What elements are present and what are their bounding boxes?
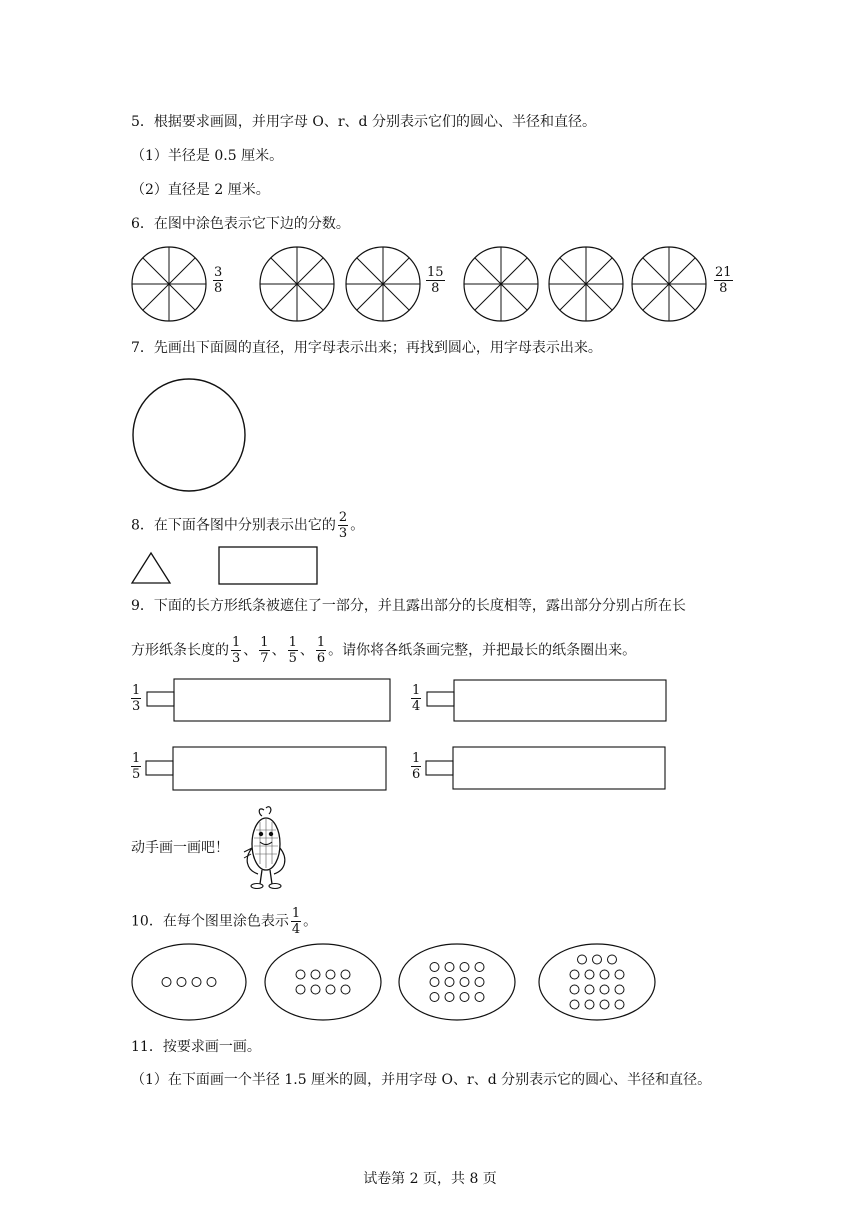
q6-fraction-2: $\frac{15}{8}$ <box>427 265 444 296</box>
q8-shapes <box>128 545 328 595</box>
q7-stem: 7．先画出下面圆的直径，用字母表示出来；再找到圆心，用字母表示出来。 <box>131 340 602 356</box>
eighths-circle-3 <box>346 247 420 321</box>
q5-part2: （2）直径是 2 厘米。 <box>131 182 270 198</box>
eighths-circle-4 <box>464 247 538 321</box>
q5-stem: 5．根据要求画圆，并用字母 O、r、d 分别表示它们的圆心、半径和直径。 <box>131 114 596 130</box>
eighths-circle-1 <box>132 247 206 321</box>
strip-1-5 <box>146 747 386 790</box>
q9-line2: 方形纸条长度的 $\frac{1}{3}$ 、 $\frac{1}{7}$ 、 $\frac{1}{5}$ 、 $\frac{1}{6}$ 。请你将各纸条画完整，并把最长的纸条圈出来。 <box>131 635 637 666</box>
q10-stem: 10．在每个图里涂色表示 $\frac{1}{4}$ 。 <box>131 906 318 937</box>
q9-hint: 动手画一画吧！ <box>131 840 229 856</box>
page-footer: 试卷第 2 页，共 8 页 <box>363 1171 497 1187</box>
q6-fraction-1: $\frac{3}{8}$ <box>214 265 223 296</box>
q8-triangle <box>132 553 170 583</box>
strip-1-4 <box>427 680 666 721</box>
eighths-circle-5 <box>549 247 623 321</box>
q6-stem: 6．在图中涂色表示它下边的分数。 <box>131 216 350 232</box>
strip-label-4: $\frac{1}{6}$ <box>412 751 421 782</box>
strip-label-2: $\frac{1}{4}$ <box>412 683 421 714</box>
q11-part1: （1）在下面画一个半径 1.5 厘米的圆，并用字母 O、r、d 分别表示它的圆心、半径和直径。 <box>131 1072 712 1088</box>
strip-label-1: $\frac{1}{3}$ <box>132 683 141 714</box>
q9-line1: 9．下面的长方形纸条被遮住了一部分，并且露出部分的长度相等，露出部分分别占所在长 <box>131 598 686 614</box>
dotted-oval-4 <box>539 944 655 1020</box>
dotted-oval-3 <box>399 944 515 1020</box>
q7-circle <box>125 370 255 500</box>
q10-oval-figures <box>0 940 860 1040</box>
q11-stem: 11．按要求画一画。 <box>131 1039 261 1055</box>
q8-rectangle <box>219 547 317 584</box>
strip-1-3 <box>147 679 390 721</box>
eighths-circle-6 <box>632 247 706 321</box>
q6-fraction-3: $\frac{21}{8}$ <box>715 265 732 296</box>
strip-label-3: $\frac{1}{5}$ <box>132 751 141 782</box>
dotted-oval-1 <box>132 944 246 1020</box>
strip-1-6 <box>426 747 665 789</box>
dotted-oval-2 <box>265 944 381 1020</box>
q5-part1: （1）半径是 0.5 厘米。 <box>131 148 284 164</box>
corn-mascot-illustration <box>236 804 296 894</box>
q8-stem: 8．在下面各图中分别表示出它的 $\frac{2}{3}$ 。 <box>131 510 365 541</box>
eighths-circle-2 <box>260 247 334 321</box>
